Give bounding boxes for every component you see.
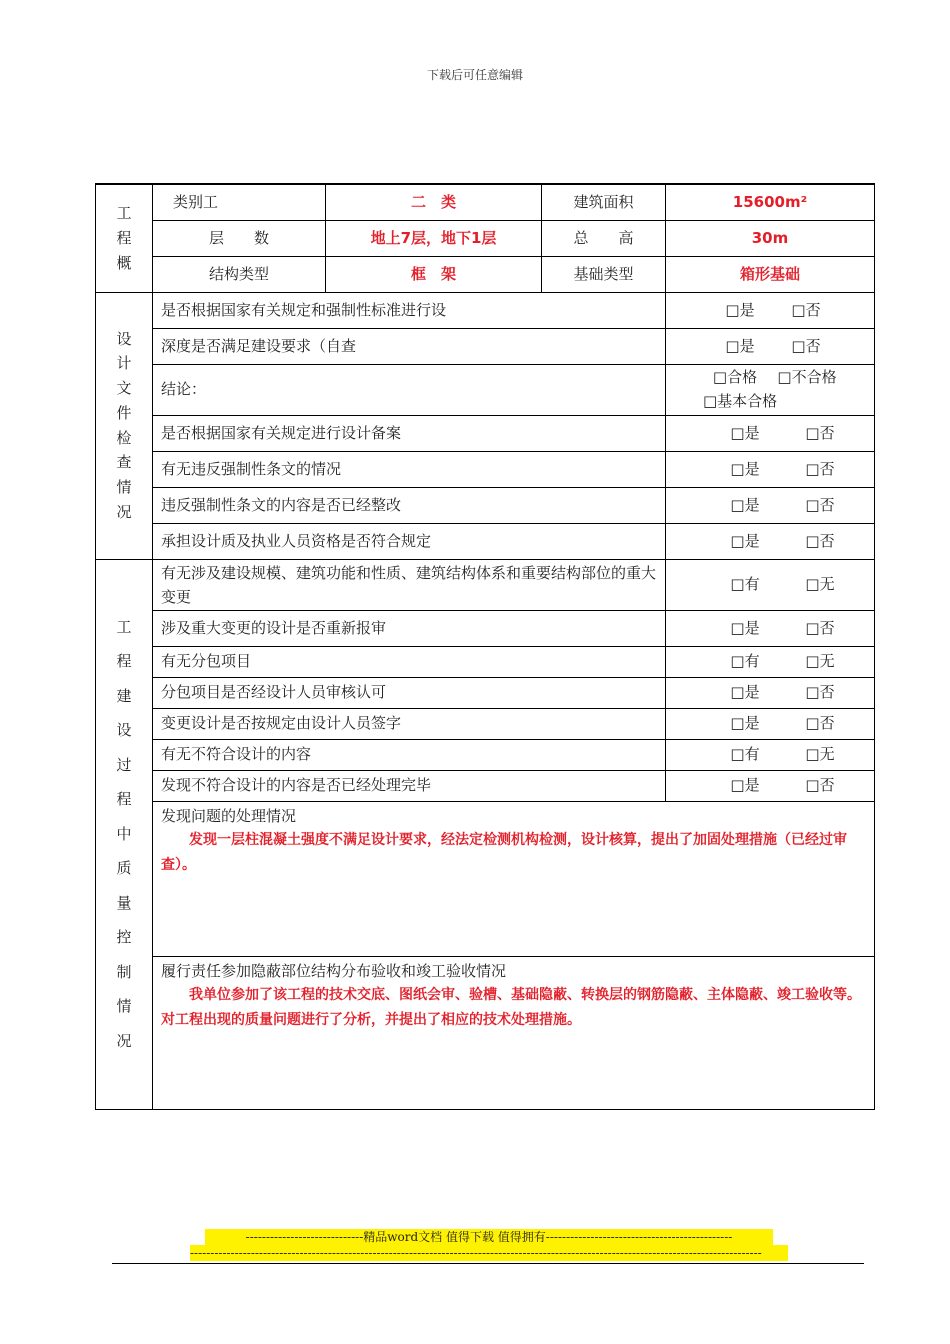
design-row — [96, 451, 875, 487]
process-row — [96, 677, 875, 708]
process-question: 有无涉及建设规模、建筑功能和性质、建筑结构体系和重要结构部位的重大变更 — [153, 559, 666, 610]
overview-label: 结构类型 — [153, 256, 326, 292]
problem-text: 发现一层柱混凝土强度不满足设计要求，经法定检测机构检测，设计核算，提出了加固处理措施（已经过审查）。 — [161, 832, 847, 874]
design-row — [96, 328, 875, 364]
process-row — [96, 646, 875, 677]
overview-label: 基础类型 — [542, 256, 666, 292]
footer-banner: -----------------------------精品word文档 值得下载 值得拥有---------------------------------------------- — [205, 1229, 773, 1245]
overview-value: 框 架 — [326, 256, 542, 292]
process-options — [666, 708, 875, 739]
design-options — [666, 487, 875, 523]
footer-dashes: --------------------------------------------------------------------------------------------------------------------------------------------- — [190, 1245, 788, 1261]
checkbox-yes[interactable]: □是 — [730, 776, 760, 795]
checkbox-no[interactable]: □否 — [805, 531, 835, 550]
design-question: 是否根据国家有关规定和强制性标准进行设 — [153, 292, 666, 328]
design-question: 有无违反强制性条文的情况 — [153, 451, 666, 487]
design-row — [96, 415, 875, 451]
checkbox-pass[interactable]: □合格 — [712, 368, 758, 387]
design-row — [96, 292, 875, 328]
design-question: 是否根据国家有关规定进行设计备案 — [153, 415, 666, 451]
process-row — [96, 610, 875, 646]
checkbox-no[interactable]: □否 — [791, 300, 821, 319]
checkbox-no[interactable]: □否 — [805, 423, 835, 442]
checkbox-none[interactable]: □无 — [805, 745, 835, 764]
process-options — [666, 739, 875, 770]
checkbox-basic-pass[interactable]: □基本合格 — [703, 391, 778, 410]
process-question: 变更设计是否按规定由设计人员签字 — [153, 708, 666, 739]
process-options — [666, 770, 875, 801]
duty-row — [96, 956, 875, 1109]
checkbox-have[interactable]: □有 — [730, 745, 760, 764]
design-section-label: 设 计 文 件 检 查 情 况 — [96, 292, 153, 559]
process-question: 分包项目是否经设计人员审核认可 — [153, 677, 666, 708]
problem-cell — [153, 801, 875, 956]
page-header: 下载后可任意编辑 — [426, 68, 523, 82]
process-row — [96, 739, 875, 770]
checkbox-yes[interactable]: □是 — [730, 714, 760, 733]
design-row — [96, 364, 875, 415]
process-question: 有无不符合设计的内容 — [153, 739, 666, 770]
overview-row — [96, 184, 875, 220]
checkbox-yes[interactable]: □是 — [730, 459, 760, 478]
checkbox-yes[interactable]: □是 — [730, 423, 760, 442]
duty-cell — [153, 956, 875, 1109]
overview-value: 15600m² — [666, 184, 875, 220]
checkbox-no[interactable]: □否 — [805, 495, 835, 514]
process-question: 涉及重大变更的设计是否重新报审 — [153, 610, 666, 646]
checkbox-no[interactable]: □否 — [805, 776, 835, 795]
design-options — [666, 523, 875, 559]
overview-value: 地上7层，地下1层 — [326, 220, 542, 256]
design-options — [666, 415, 875, 451]
checkbox-yes[interactable]: □是 — [730, 495, 760, 514]
checkbox-yes[interactable]: □是 — [730, 531, 760, 550]
overview-label: 层 数 — [153, 220, 326, 256]
checkbox-no[interactable]: □否 — [805, 459, 835, 478]
overview-value: 30m — [666, 220, 875, 256]
design-options — [666, 451, 875, 487]
overview-label: 建筑面积 — [542, 184, 666, 220]
design-options — [666, 328, 875, 364]
overview-row — [96, 220, 875, 256]
process-row — [96, 559, 875, 610]
footer-rule — [112, 1263, 864, 1264]
process-section-label: 工 程 建 设 过 程 中 质 量 控 制 情 况 — [96, 559, 153, 1109]
overview-label: 类别工 — [153, 184, 326, 220]
overview-value: 箱形基础 — [666, 256, 875, 292]
process-question: 有无分包项目 — [153, 646, 666, 677]
duty-text: 我单位参加了该工程的技术交底、图纸会审、验槽、基础隐蔽、转换层的钢筋隐蔽、主体隐蔽、竣工验收等。对工程出现的质量问题进行了分析，并提出了相应的技术处理措施。 — [161, 987, 861, 1029]
checkbox-no[interactable]: □否 — [805, 714, 835, 733]
checkbox-no[interactable]: □否 — [791, 336, 821, 355]
process-options — [666, 559, 875, 610]
checkbox-have[interactable]: □有 — [730, 575, 760, 594]
design-row — [96, 523, 875, 559]
checkbox-yes[interactable]: □是 — [725, 300, 755, 319]
checkbox-yes[interactable]: □是 — [730, 618, 760, 637]
design-question: 违反强制性条文的内容是否已经整改 — [153, 487, 666, 523]
problem-row — [96, 801, 875, 956]
process-options — [666, 677, 875, 708]
checkbox-fail[interactable]: □不合格 — [777, 368, 837, 387]
design-question: 深度是否满足建设要求（自查 — [153, 328, 666, 364]
checkbox-none[interactable]: □无 — [805, 652, 835, 671]
overview-label: 总 高 — [542, 220, 666, 256]
overview-value: 二 类 — [326, 184, 542, 220]
checkbox-no[interactable]: □否 — [805, 618, 835, 637]
process-row — [96, 770, 875, 801]
process-options — [666, 646, 875, 677]
design-question: 承担设计质及执业人员资格是否符合规定 — [153, 523, 666, 559]
overview-section-label: 工 程 概 — [96, 184, 153, 292]
checkbox-yes[interactable]: □是 — [730, 683, 760, 702]
checkbox-yes[interactable]: □是 — [725, 336, 755, 355]
overview-row — [96, 256, 875, 292]
design-row — [96, 487, 875, 523]
process-options — [666, 610, 875, 646]
problem-title: 发现问题的处理情况 — [161, 806, 297, 825]
process-row — [96, 708, 875, 739]
design-options — [666, 364, 875, 415]
duty-title: 履行责任参加隐蔽部位结构分布验收和竣工验收情况 — [161, 961, 507, 980]
checkbox-have[interactable]: □有 — [730, 652, 760, 671]
project-table — [95, 183, 875, 1110]
process-question: 发现不符合设计的内容是否已经处理完毕 — [153, 770, 666, 801]
design-options — [666, 292, 875, 328]
checkbox-no[interactable]: □否 — [805, 683, 835, 702]
design-question: 结论： — [153, 364, 666, 415]
checkbox-none[interactable]: □无 — [805, 575, 835, 594]
